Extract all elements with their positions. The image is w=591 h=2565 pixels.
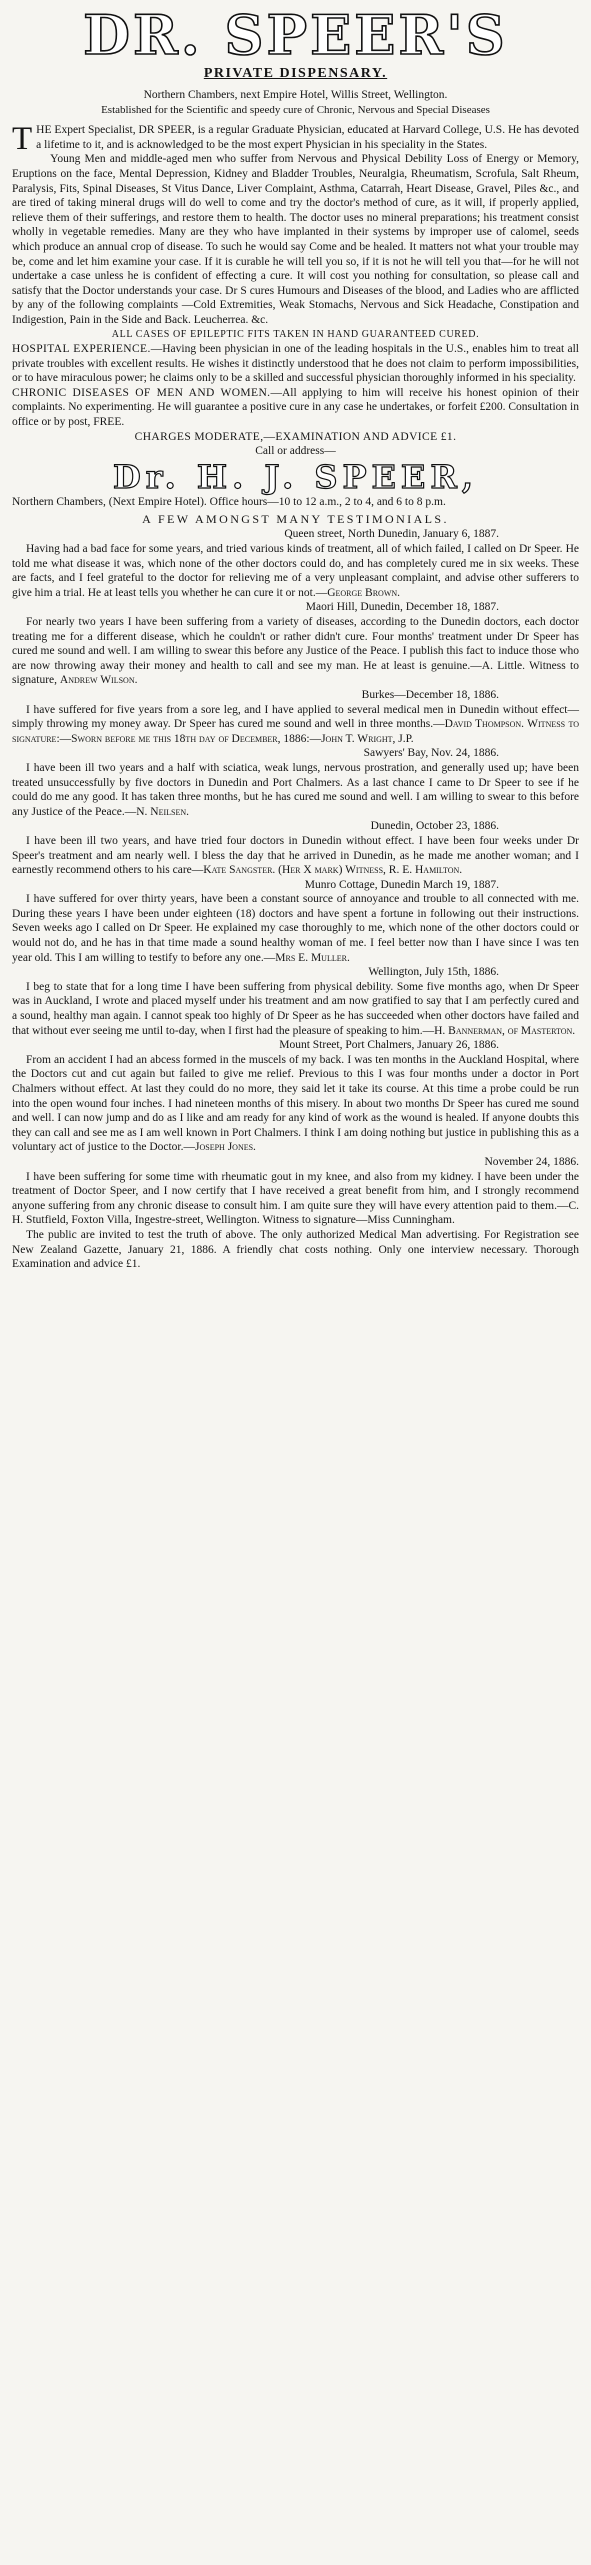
testimonial-body: I beg to state that for a long time I have been suffering from physical debility. Some five months ago, when Dr Speer was in Auckland, I wrote and placed myself under his treatment and am now gratified to say that I am perfectly cured and a sound, healthy man again. I cannot speak too highly of Dr Speer as he has succeeded when other doctors have failed and that without ever seeing me until to-day, when I first had the pleasure of speaking to him.— [12,980,579,1037]
testimonial [12,878,579,966]
intro-section [12,123,579,342]
testimonial-place: Burkes—December 18, 1886. [361,688,499,701]
testimonial-place: Queen street, North Dunedin, January 6, 1887. [284,528,499,541]
testimonial-place: November 24, 1886. [484,1155,579,1168]
testimonial [12,1155,579,1228]
testimonial-signature: Mrs E. Muller. [275,951,350,964]
hospital-heading: HOSPITAL EXPERIENCE. [12,343,151,356]
doctor-name-heading: Dr. H. J. SPEER, [112,457,479,496]
testimonial [12,965,579,1038]
testimonial-text [12,1053,579,1155]
testimonial-text [12,703,579,747]
testimonial-text [12,1170,579,1228]
masthead-title: DR. SPEER'S [83,3,508,67]
charges-line: CHARGES MODERATE,—EXAMINATION AND ADVICE £1. [134,430,457,443]
testimonial-signature: H. Bannerman, of Masterton. [434,1024,576,1037]
testimonial-signature: David Thompson. Witness to signature:—Sworn before me this 18th day of December, 1886:—John T. Wright, J.P. [12,718,579,745]
testimonial-place: Wellington, July 15th, 1886. [368,966,499,979]
testimonial-signature: George Brown. [327,586,401,599]
testimonials-list [12,527,579,1228]
testimonial-body: I have suffered for five years from a sore leg, and I have applied to several medical men in Dunedin without effect—simply throwing my money away. Dr Speer has cured me sound and well in three months.— [12,703,579,731]
chronic-text: —All applying to him will receive his honest opinion of their complaints. No experimenting. He will guarantee a positive cure in any case he undertakes, or forfeit £200. Consultation in office or by post, FREE. [12,386,579,429]
masthead-subtitle: PRIVATE DISPENSARY. [203,66,388,81]
testimonials-heading: A FEW AMONGST MANY TESTIMONIALS. [142,512,449,527]
testimonial-signature: Joseph Jones. [195,1141,256,1154]
call-or-address: Call or address— [255,445,336,458]
testimonial-text [12,834,579,878]
testimonial [12,527,579,600]
testimonial-signature: Kate Sangster. (Her X mark) Witness, R. E. Hamilton. [203,864,463,877]
testimonial-place: Sawyers' Bay, Nov. 24, 1886. [363,747,499,760]
testimonial-body: I have been ill two years and a half with sciatica, weak lungs, nervous prostration, and generally used up; have been treated unsuccessfully by five doctors in Dunedin and Port Chalmers. As a last chance I came to Dr Speer to see if he could do me any good. It has taken three months, but he has cured me sound and well. I am willing to swear to this before any Justice of the Peace.— [12,761,579,818]
testimonial-body: I have been suffering for some time with rheumatic gout in my knee, and also from my kidney. I have been under the treatment of Doctor Speer, and I now certify that I have received a great benefit from him, and I strongly recommend anyone suffering from any chronic disease to consult him. I am quite sure they will have every attention paid to them.—C. H. Stutfield, Foxton Villa, Ingestre-street, Wellington. Witness to signature—Miss Cunningham. [12,1170,579,1227]
testimonial-place: Maori Hill, Dunedin, December 18, 1887. [305,601,499,614]
epileptic-notice: ALL CASES OF EPILEPTIC FITS TAKEN IN HAND GUARANTEED CURED. [111,328,480,340]
hospital-text: —Having been physician in one of the leading hospitals in the U.S., enables him to treat all private troubles with excellent results. He wishes it distinctly understood that he does not claim to perform impossibilities, or to have miraculous power; he claims only to be a skilled and successful physician thoroughly informed in his speciality. [12,343,579,385]
testimonial-place: Mount Street, Port Chalmers, January 26, 1886. [279,1039,499,1052]
chronic-paragraph [12,386,579,430]
closing-paragraph: The public are invited to test the truth of above. The only authorized Medical Man advertising. For Registration see New Zealand Gazette, January 21, 1886. A friendly chat costs nothing. Only one interview necessary. Thorough Examination and advice £1. [12,1228,579,1271]
testimonial-signature: Andrew Wilson. [59,674,138,687]
drop-cap: T [12,121,33,158]
intro-paragraph [12,121,579,158]
testimonial [12,746,579,819]
address-line: Northern Chambers, next Empire Hotel, Willis Street, Wellington. [143,89,448,101]
testimonial-place: Dunedin, October 23, 1886. [370,820,499,833]
testimonial [12,688,579,746]
testimonial-signature: N. Neilsen. [136,805,190,818]
intro-text: HE Expert Specialist, DR SPEER, is a regular Graduate Physician, educated at Harvard College, U.S. He has devoted a lifetime to it, and is acknowledged to be the most expert Physician in his speciality in the States. [36,124,579,151]
testimonial-text [12,542,579,600]
testimonial-text [12,761,579,819]
chambers-hours: Northern Chambers, (Next Empire Hotel). Office hours—10 to 12 a.m., 2 to 4, and 6 to 8 p.m. [12,495,446,508]
testimonial-text [12,892,579,965]
testimonial [12,1038,579,1155]
testimonial-body: I have suffered for over thirty years, have been a constant source of annoyance and trouble to all connected with me. During these years I have been under eighteen (18) doctors and have spent a fortune in following out their instructions. Seven weeks ago I called on Dr Speer. He explained my case thoroughly to me, which none of the other doctors could or would not do, and he has in that time made a sound healthy woman of me. I feel better now than I have since I was ten year old. This I am willing to testify to before any one.— [12,893,579,964]
symptoms-paragraph: Young Men and middle-aged men who suffer from Nervous and Physical Debility Loss of Energy or Memory, Eruptions on the face, Mental Depression, Kidney and Bladder Troubles, Neuralgia, Rheumatism, Scrofula, Salt Rheum, Paralysis, Fits, Spinal Diseases, St Vitus Dance, Liver Complaint, Asthma, Catarrah, Heart Disease, Gravel, Piles &c., and are tired of taking mineral drugs will do well to come and try the doctor's method of cure, as it will, if properly applied, relieve them of their sufferings, and restore them to health. The doctor uses no mineral preparations; his treatment consist wholly in vegetable remedies. Many are they who have implanted in their systems by improper use of calomel, seeds which produce an annual crop of disease. To such he would say Come and be healed. It matters not what your trouble may be, come and let him examine your case. If it is curable he will tell you so, if it is not he will tell you that—for he will not undertake a case unless he is confident of effecting a cure. It will cost you nothing for consultation, so please call and satisfy that the Doctor understands your case. Dr S cures Humours and Diseases of the blood, and Ladies who are afflicted by any of the following complaints —Cold Extremities, Weak Stomachs, Nervous and Sick Headache, Constipation and Indigestion, Pain in the Side and Back. Leucherrea. &c. [12,153,579,326]
testimonial-body: Having had a bad face for some years, and tried various kinds of treatment, all of which failed, I called on Dr Speer. He told me what disease it was, which none of the other doctors could do, and has completely cured me in six weeks. These are facts, and I feel grateful to the doctor for relieving me of a very unpleasant complaint, and advise other sufferers to give him a trial. He at least tells you whether he can cure it or not.— [12,543,579,599]
testimonial [12,600,579,688]
testimonial-text [12,980,579,1038]
testimonial-place: Munro Cottage, Dunedin March 19, 1887. [304,878,499,891]
testimonial-body: For nearly two years I have been suffering from a variety of diseases, according to the Dunedin doctors, each doctor treating me for a different disease, which he couldn't or rather didn't cure. Four months' treatment under Dr Speer has cured me sound and well. I am willing to swear this before any Justice of the Peace. I publish this fact to induce those who are now throwing away their money and health to call and see my man. He at least is genuine.—A. Little. Witness to signature, [12,616,579,687]
testimonial-text [12,615,579,688]
testimonial-body: I have been ill two years, and have tried four doctors in Dunedin without effect. I have been four weeks under Dr Speer's treatment and am nearly well. I bless the day that he arrived in Dunedin, as he made me another woman; and I earnestly recommend others to his care— [12,834,579,877]
hospital-paragraph [12,342,579,386]
testimonial-body: From an accident I had an abcess formed in the muscels of my back. I was ten months in the Auckland Hospital, where the Doctors cut and cut again but failed to give me relief. Previous to this I was four months under a doctor in Port Chalmers without effect. At last they could do no more, they said let it take its course. At this time a probe could be run into the open wound four inches. I had nineteen months of this misery. In about two months Dr Speer has cured me sound and well. I can now jump and do as I like and am ready for any kind of work as the wound is healed. If anyone doubts this they can call and see me as I am well known in Port Chalmers. I think I am doing nothing but justice in publishing this as a voluntary act of justice to the Doctor.— [12,1053,579,1154]
established-line: Established for the Scientific and speedy cure of Chronic, Nervous and Special Diseases [101,103,490,116]
chronic-heading: CHRONIC DISEASES OF MEN AND WOMEN. [12,386,271,399]
testimonial [12,819,579,877]
